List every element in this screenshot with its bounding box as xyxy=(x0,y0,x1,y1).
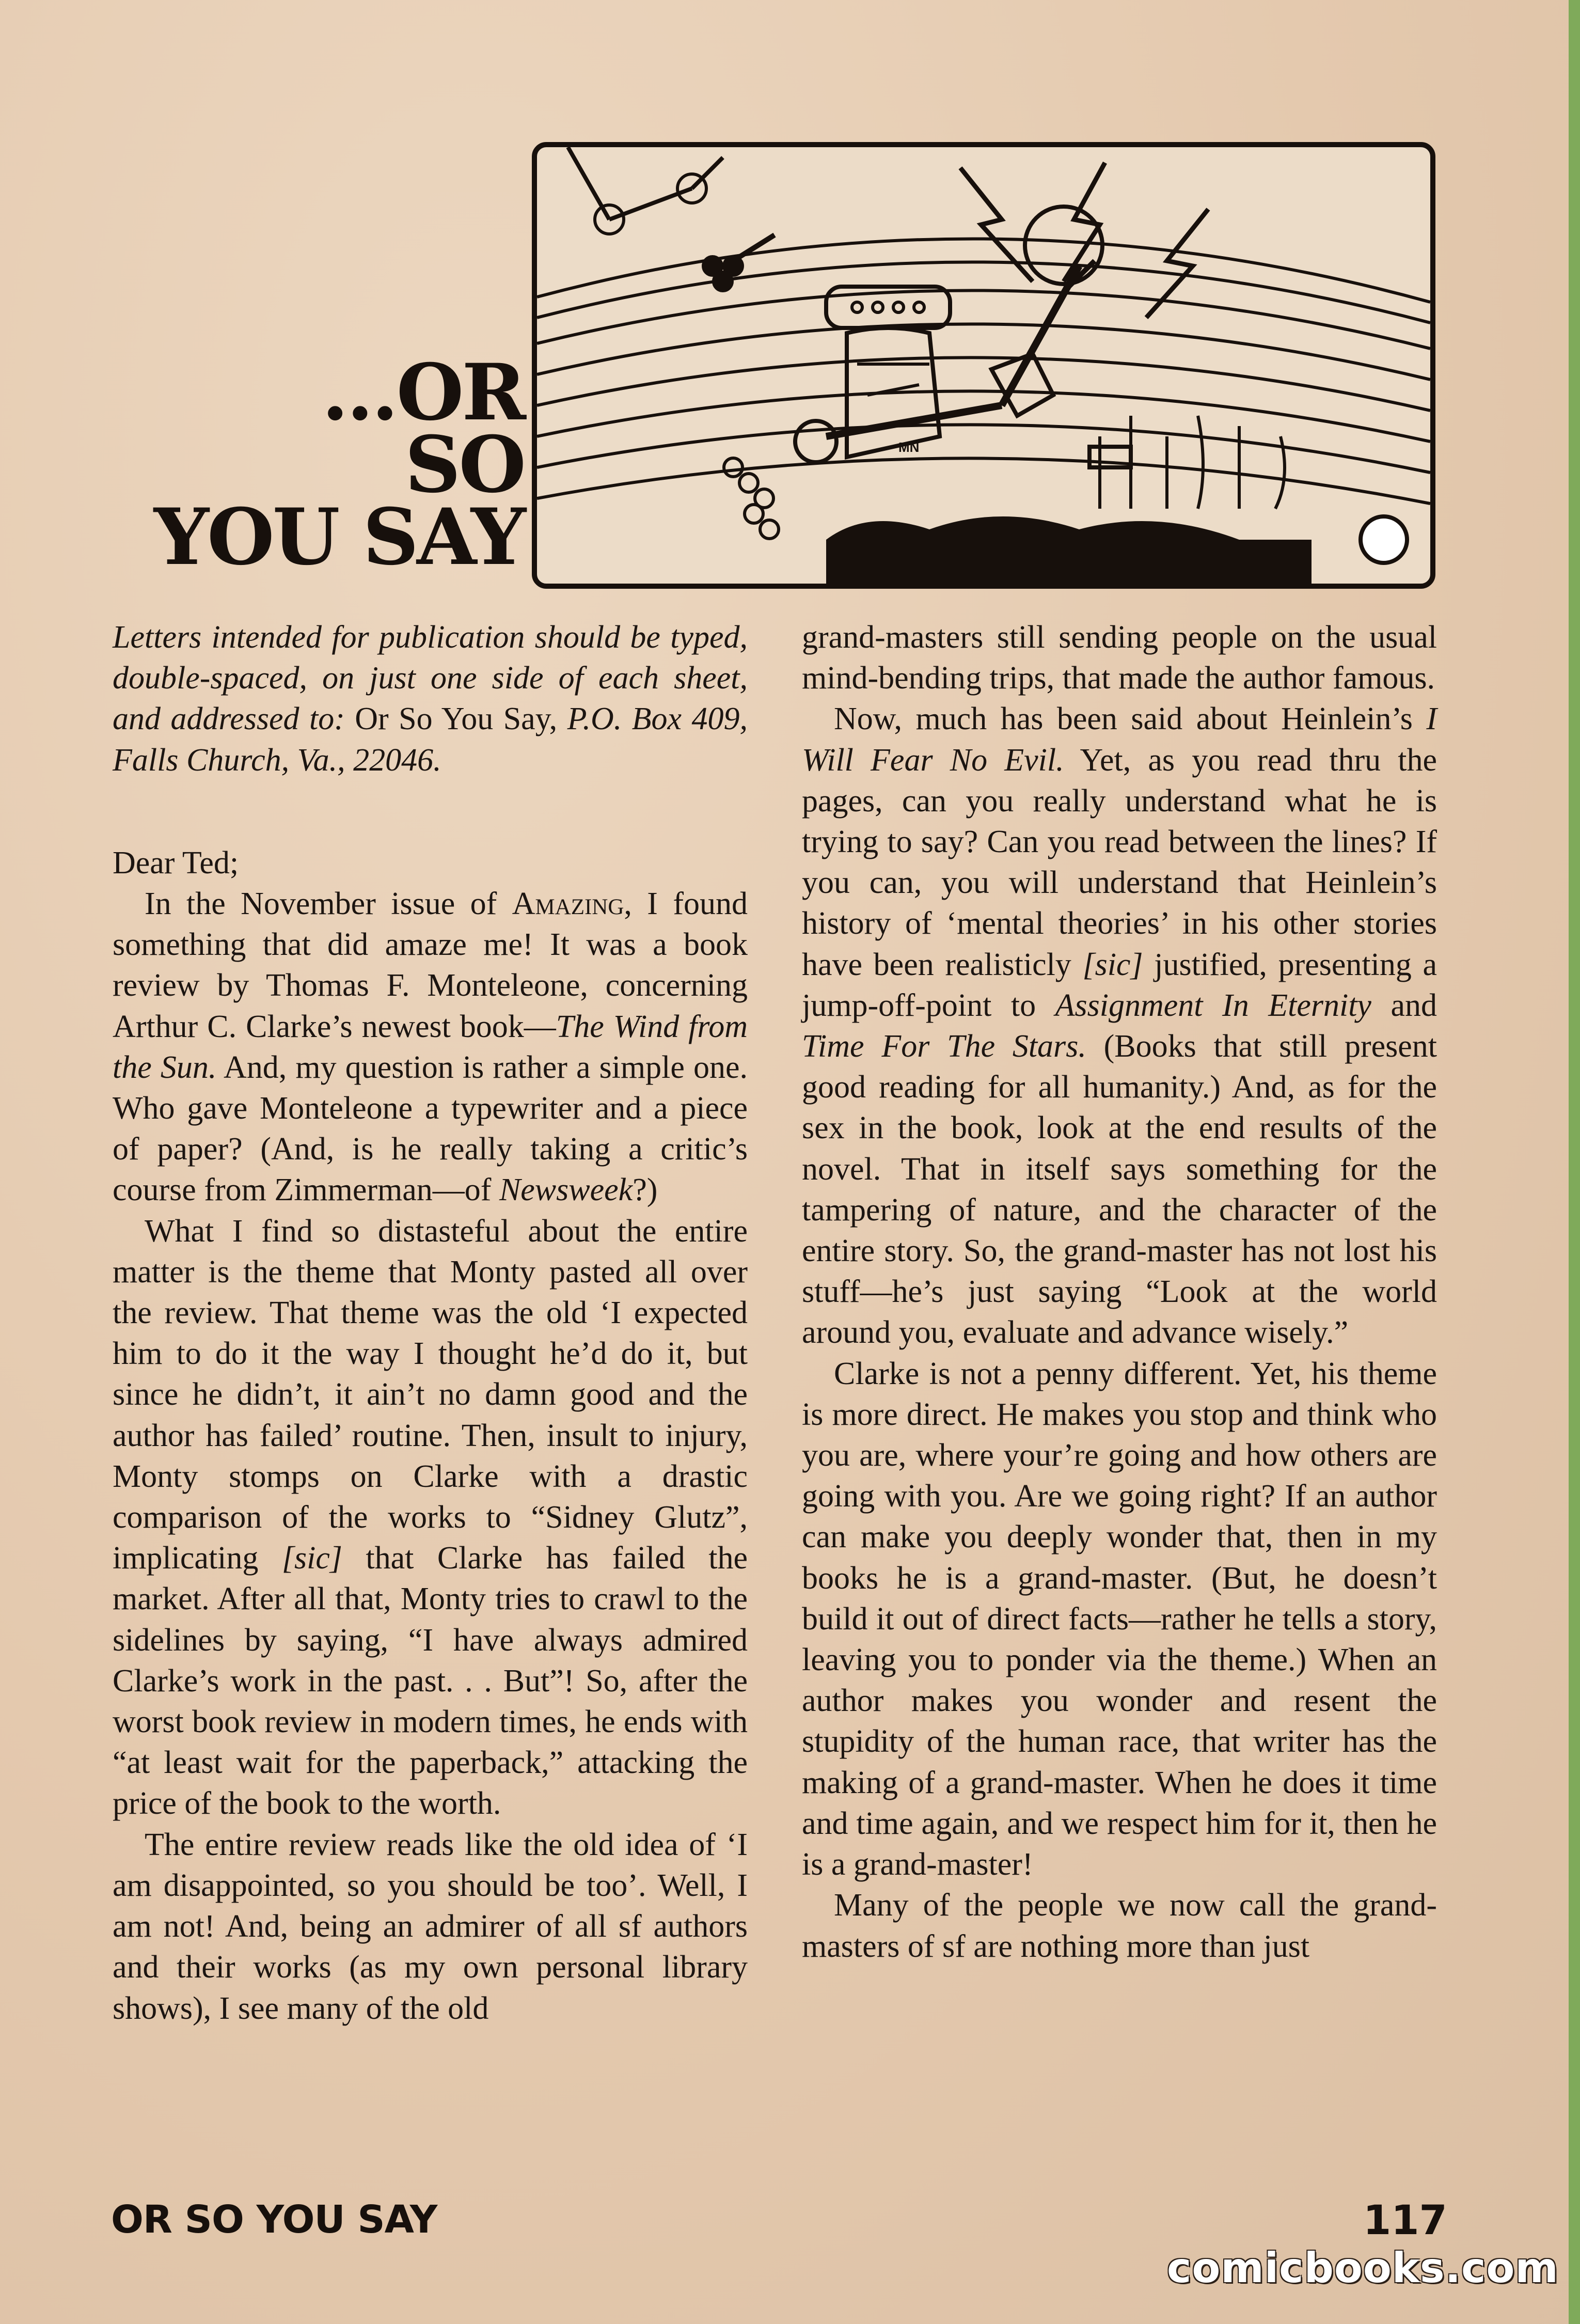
sic-note: [sic] xyxy=(1082,947,1143,982)
robot-illustration-drawing xyxy=(537,147,1430,584)
section-title xyxy=(111,347,524,583)
magazine-name: Amazing xyxy=(512,886,624,922)
newsweek-title: Newsweek xyxy=(499,1172,633,1208)
robot-arm xyxy=(826,405,1002,436)
page-number: 117 xyxy=(1363,2197,1447,2244)
right-column xyxy=(802,617,1437,1967)
paragraph-2 xyxy=(113,1211,748,1825)
paragraph-3-continued: grand-masters still sending people on the usual mind-bending trips, that made the author famous. xyxy=(802,620,1437,696)
p1-text-d: ?) xyxy=(633,1172,658,1208)
p2-text-b: that Clarke has failed the market. After all that, Monty tries to crawl to the sidelines by saying, “I have always admired Clarke’s work in the past. . . But”! So, after the worst book review in modern times, he ends with “at least wait for the paperback,” attacking the price of the book to the worth. xyxy=(113,1541,748,1821)
running-title: OR SO YOU SAY xyxy=(111,2197,437,2242)
sic-note: [sic] xyxy=(281,1541,342,1576)
paragraph-3: The entire review reads like the old idea of ‘I am disappointed, so you should be too’. Well, I am not! And, being an admirer of all sf authors and their works (as my own personal library shows), I see many of the old xyxy=(113,1827,748,2026)
p5-text-a: Now, much has been said about Heinlein’s xyxy=(834,701,1427,737)
title-line-3: YOU SAY xyxy=(153,492,524,583)
robot-illustration xyxy=(532,142,1435,589)
p5-text-e: (Books that still present good reading for all humanity.) And, as for the sex in the book, look at the end results of the novel. That in itself says something for the tampering of nature, and the character of the entire story. So, the grand-master has not lost his stuff—he’s just saying “Look at the world around you, evaluate and advance wisely.” xyxy=(802,1029,1437,1351)
lightning-icon xyxy=(960,168,1033,281)
p1-text-a: In the November issue of xyxy=(145,886,512,922)
submission-instructions xyxy=(113,617,748,781)
p1-text-c: And, my question is rather a simple one. Who gave Monteleone a typewriter and a piece of paper? (And, is he really taking a critic’s course from Zimmerman—of xyxy=(113,1049,748,1208)
artist-signature: MN xyxy=(898,439,920,455)
paragraph-4 xyxy=(802,699,1437,1353)
p2-text-a: What I find so distasteful about the entire matter is the theme that Monty pasted all over the review. That theme was the old ‘I expected him to do it the way I thought he’d do it, but since he didn’t, it ain’t no damn good and the author has failed’ routine. Then, insult to injury, Monty stomps on Clarke with a drastic comparison of the works to “Sidney Glutz”, implicating xyxy=(113,1213,748,1576)
p5-text-d: and xyxy=(1371,987,1437,1023)
book-title-stars: Time For The Stars. xyxy=(802,1029,1086,1064)
title-line-1: ...OR xyxy=(322,347,524,438)
p1-text-b: , I found something that did amaze me! It was a book review by Thomas F. Monteleone, concerning Arthur C. Clarke’s newest book— xyxy=(113,886,748,1044)
watermark: comicbooks.com xyxy=(1167,2244,1559,2292)
salutation: Dear Ted; xyxy=(113,845,239,881)
mailing-address: P.O. Box 409, Falls Church, Va., 22046. xyxy=(113,701,748,778)
corner-circle xyxy=(1361,516,1407,563)
page-edge-strip xyxy=(1569,0,1580,2324)
title-line-2: SO xyxy=(405,419,524,510)
paragraph-6: Many of the people we now call the grand-masters of sf are nothing more than just xyxy=(802,1888,1437,1964)
left-column xyxy=(113,617,748,2029)
paragraph-1 xyxy=(113,884,748,1211)
p5-text-b: Yet, as you read thru the pages, can you really understand what he is trying to say? Can you read between the lines? If you can, you will understand that Heinlein’s history of ‘mental theories’ in his other stories have been realisticly xyxy=(802,742,1437,982)
ground-silhouette xyxy=(826,516,1312,584)
paragraph-5: Clarke is not a penny different. Yet, his theme is more direct. He makes you stop and think who you are, where your’re going and how others are going with you. Are we going right? If an author can make you deeply wonder that, then in my books he is a grand-master. (But, he doesn’t build it out of direct facts—rather he tells a story, leaving you to ponder via the theme.) When an author makes you wonder and resent the stupidity of the human race, that writer has the making of a grand-master. When he does it time and time again, and we respect him for it, then he is a grand-master! xyxy=(802,1356,1437,1882)
book-title-heinlein: I Will Fear No Evil. xyxy=(802,701,1437,778)
book-title: The Wind from the Sun. xyxy=(113,1009,748,1085)
instructions-text: Letters intended for publication should be typed, double-spaced, on just one side of each sheet, and addressed to: xyxy=(113,620,748,737)
book-title-assignment: Assignment In Eternity xyxy=(1055,987,1371,1023)
column-name-text: Or So You Say, xyxy=(344,701,567,737)
p5-text-c: justified, presenting a jump-off-point to xyxy=(802,947,1437,1023)
